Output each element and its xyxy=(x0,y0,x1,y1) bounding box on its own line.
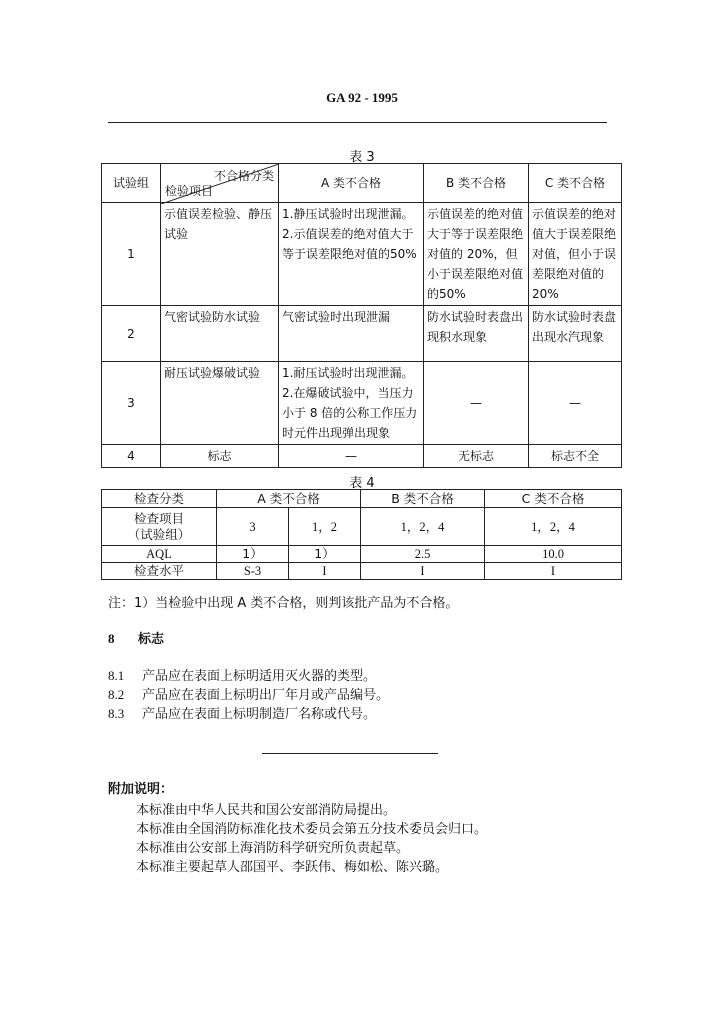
section-item-number: 8.3 xyxy=(108,706,125,721)
table3-c: 标志不全 xyxy=(529,445,622,468)
section-heading xyxy=(108,628,164,647)
section-item-text: 产品应在表面上标明制造厂名称或代号。 xyxy=(142,707,377,722)
table3-item: 气密试验防水试验 xyxy=(161,306,279,362)
additional-note-line: 本标准由全国消防标准化技术委员会第五分技术委员会归口。 xyxy=(136,822,488,837)
additional-note-line: 本标准由公安部上海消防科学研究所负责起草。 xyxy=(136,841,410,856)
table3-a: — xyxy=(279,445,424,468)
table3-item: 示值误差检验、静压试验 xyxy=(161,203,279,306)
table4-level-a1: S-3 xyxy=(217,563,289,580)
table4-aql-c: 10.0 xyxy=(485,546,622,563)
table3-c: 防水试验时表盘出现水汽现象 xyxy=(529,306,622,362)
table3-b: 示值误差的绝对值大于等于误差限绝对值的 20%，但小于误差限绝对值的50% xyxy=(424,203,529,306)
standard-code: GA 92 - 1995 xyxy=(326,90,398,105)
section-number: 8 xyxy=(108,631,115,646)
table4-row-level xyxy=(102,563,622,580)
table4-header-b: B 类不合格 xyxy=(361,490,485,508)
table4 xyxy=(101,489,622,580)
header-rule xyxy=(108,122,607,123)
table3-group: 1 xyxy=(102,203,161,306)
table4-header-category: 检查分类 xyxy=(102,490,217,508)
section-item-text: 产品应在表面上标明出厂年月或产品编号。 xyxy=(142,688,390,703)
additional-notes-title: 附加说明： xyxy=(108,782,174,797)
table4-items-c: 1，2，4 xyxy=(485,508,622,546)
table4-header-row xyxy=(102,490,622,508)
section-item xyxy=(108,665,376,684)
table3-b: — xyxy=(424,362,529,445)
table3-c: 示值误差的绝对值大于误差限绝对值，但小于误差限绝对值的20% xyxy=(529,203,622,306)
table3-caption: 表 3 xyxy=(349,150,375,165)
section-item xyxy=(108,703,376,722)
table3-row xyxy=(102,445,622,468)
table4-items-label-line1: 检查项目 xyxy=(133,510,184,526)
table3-item: 耐压试验爆破试验 xyxy=(161,362,279,445)
table3-b: 无标志 xyxy=(424,445,529,468)
table4-level-b: I xyxy=(361,563,485,580)
table4-items-a2: 1，2 xyxy=(289,508,361,546)
table4-note: 注：1）当检验中出现 A 类不合格，则判该批产品为不合格。 xyxy=(108,596,459,611)
table4-caption: 表 4 xyxy=(349,476,375,491)
section-title: 标志 xyxy=(138,632,165,647)
table4-level-a2: I xyxy=(289,563,361,580)
table3-row xyxy=(102,203,622,306)
table3-group: 3 xyxy=(102,362,161,445)
table4-aql-a1: 1） xyxy=(217,546,289,563)
table3-header-a: A 类不合格 xyxy=(279,164,424,203)
table3-header-category: 不合格分类 xyxy=(213,169,274,183)
table3-header-item: 检验项目 xyxy=(165,184,214,198)
table4-row-aql xyxy=(102,546,622,563)
table3-header-c: C 类不合格 xyxy=(529,164,622,203)
table4-items-a1: 3 xyxy=(217,508,289,546)
table4-header-c: C 类不合格 xyxy=(485,490,622,508)
section-item xyxy=(108,684,389,703)
table4-items-b: 1，2，4 xyxy=(361,508,485,546)
table3-b: 防水试验时表盘出现积水现象 xyxy=(424,306,529,362)
section-item-text: 产品应在表面上标明适用灭火器的类型。 xyxy=(142,669,377,684)
table4-items-label xyxy=(102,508,217,546)
table3-row xyxy=(102,306,622,362)
end-rule xyxy=(262,753,438,754)
table3-header-row xyxy=(102,164,622,203)
table4-level-label: 检查水平 xyxy=(102,563,217,580)
table3-header-b: B 类不合格 xyxy=(424,164,529,203)
table3-group: 4 xyxy=(102,445,161,468)
table3-header-diagonal-cell xyxy=(161,164,279,203)
table3 xyxy=(101,163,622,468)
table4-aql-label: AQL xyxy=(102,546,217,563)
table4-items-label-line2: （试验组） xyxy=(127,526,191,542)
additional-note-line: 本标准由中华人民共和国公安部消防局提出。 xyxy=(136,803,397,818)
table4-aql-a2: 1） xyxy=(289,546,361,563)
table3-group: 2 xyxy=(102,306,161,362)
table4-level-c: I xyxy=(485,563,622,580)
table3-a: 1.耐压试验时出现泄漏。2.在爆破试验中，当压力小于 8 倍的公称工作压力时元件出现弹出现象 xyxy=(279,362,424,445)
table3-row xyxy=(102,362,622,445)
additional-note-line: 本标准主要起草人邵国平、李跃伟、梅如松、陈兴璐。 xyxy=(136,860,449,875)
table4-header-a: A 类不合格 xyxy=(217,490,361,508)
table3-c: — xyxy=(529,362,622,445)
table3-a: 气密试验时出现泄漏 xyxy=(279,306,424,362)
table3-a: 1.静压试验时出现泄漏。2.示值误差的绝对值大于等于误差限绝对值的50% xyxy=(279,203,424,306)
table3-header-group: 试验组 xyxy=(102,164,161,203)
section-item-number: 8.2 xyxy=(108,687,125,702)
table4-row-items xyxy=(102,508,622,546)
section-item-number: 8.1 xyxy=(108,668,125,683)
table4-aql-b: 2.5 xyxy=(361,546,485,563)
table3-item: 标志 xyxy=(161,445,279,468)
